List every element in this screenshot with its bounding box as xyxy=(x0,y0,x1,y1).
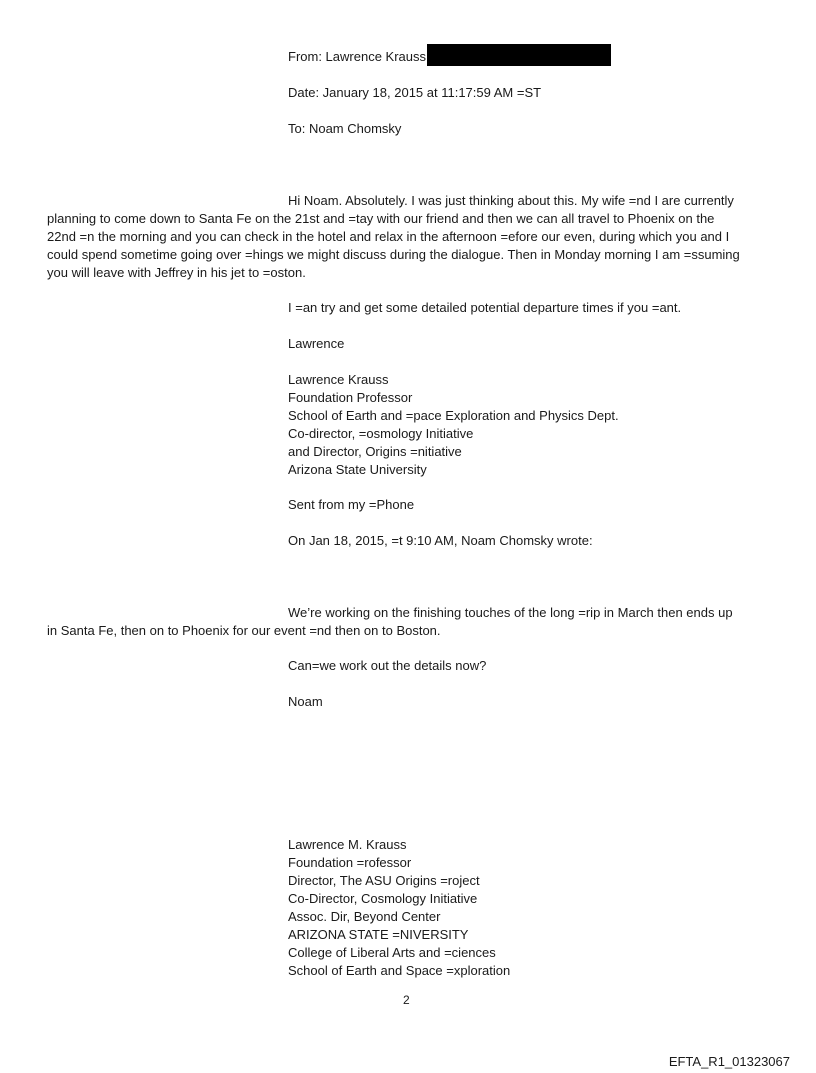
reply-paragraph-1 xyxy=(47,192,772,282)
quote-header: On Jan 18, 2015, =t 9:10 AM, Noam Chomsky wrote: xyxy=(288,533,593,548)
footer-signature-line: College of Liberal Arts and =ciences xyxy=(288,945,496,960)
original-signoff: Noam xyxy=(288,694,323,709)
to-line: To: Noam Chomsky xyxy=(288,121,402,136)
reply-paragraph-1-line: you will leave with Jeffrey in his jet to =oston. xyxy=(47,265,306,280)
from-line: From: Lawrence Krauss xyxy=(288,49,426,64)
footer-signature xyxy=(288,836,510,980)
signature-line: Co-director, =osmology Initiative xyxy=(288,426,474,441)
signature-line: School of Earth and =pace Exploration and Physics Dept. xyxy=(288,408,619,423)
reply-signoff: Lawrence xyxy=(288,336,345,351)
reply-paragraph-1-first-line: Hi Noam. Absolutely. I was just thinking about this. My wife =nd I are currently xyxy=(288,193,734,208)
reply-paragraph-1-line: could spend sometime going over =hings we might discuss during the dialogue. Then in Monday morning I am =ssuming xyxy=(47,247,740,262)
redaction-block xyxy=(427,44,611,66)
footer-signature-line: School of Earth and Space =xploration xyxy=(288,963,511,978)
reply-paragraph-2: I =an try and get some detailed potential departure times if you =ant. xyxy=(288,300,682,315)
signature-line: and Director, Origins =nitiative xyxy=(288,444,462,459)
bates-number: EFTA_R1_01323067 xyxy=(668,1054,790,1069)
original-paragraph-1-line: in Santa Fe, then on to Phoenix for our event =nd then on to Boston. xyxy=(47,623,441,638)
sent-from-line: Sent from my =Phone xyxy=(288,497,415,512)
footer-signature-line: Lawrence M. Krauss xyxy=(288,837,407,852)
footer-signature-line: Foundation =rofessor xyxy=(288,855,412,870)
signature-line: Foundation Professor xyxy=(288,390,413,405)
footer-signature-line: Assoc. Dir, Beyond Center xyxy=(288,909,441,924)
original-paragraph-1-first-line: We’re working on the finishing touches of the long =rip in March then ends up xyxy=(288,605,733,620)
footer-signature-line: Director, The ASU Origins =roject xyxy=(288,873,480,888)
reply-signature xyxy=(288,371,619,479)
footer-signature-line: ARIZONA STATE =NIVERSITY xyxy=(288,927,469,942)
original-paragraph-2: Can=we work out the details now? xyxy=(288,658,487,673)
date-line: Date: January 18, 2015 at 11:17:59 AM =ST xyxy=(288,85,542,100)
page-number: 2 xyxy=(403,993,410,1007)
reply-paragraph-1-line: 22nd =n the morning and you can check in the hotel and relax in the afternoon =efore our even, during which you and I xyxy=(47,229,730,244)
original-paragraph-1 xyxy=(47,604,772,640)
footer-signature-line: Co-Director, Cosmology Initiative xyxy=(288,891,478,906)
reply-paragraph-1-line: planning to come down to Santa Fe on the 21st and =tay with our friend and then we can all travel to Phoenix on the xyxy=(47,211,715,226)
signature-line: Lawrence Krauss xyxy=(288,372,389,387)
signature-line: Arizona State University xyxy=(288,462,427,477)
